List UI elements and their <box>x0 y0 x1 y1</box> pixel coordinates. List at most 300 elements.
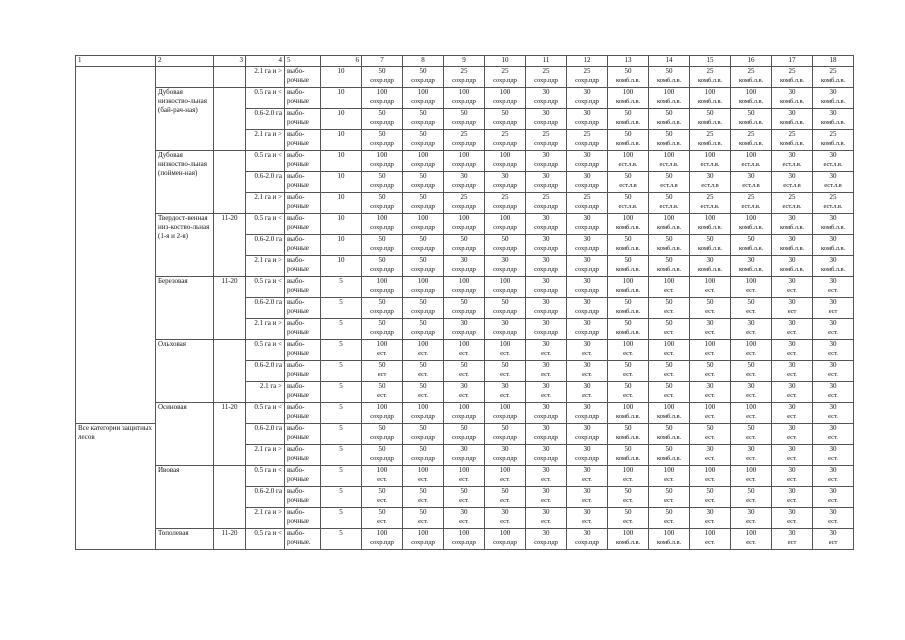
renewal-method: сохр.пдр <box>370 77 394 84</box>
value-cell <box>772 466 813 487</box>
percentage-value: 50 <box>378 445 386 453</box>
value-cell <box>813 529 854 550</box>
renewal-method: сохр.пдр <box>534 413 558 420</box>
value-cell <box>567 277 608 298</box>
value-cell <box>567 67 608 88</box>
renewal-method: сохр.пдр <box>411 161 435 168</box>
clearing-area-cell: 2.1 га и > <box>246 130 285 151</box>
value-cell <box>772 193 813 214</box>
renewal-method: комб.л.в. <box>615 140 641 147</box>
value-cell <box>403 340 444 361</box>
percentage-value: 100 <box>704 340 716 348</box>
cutting-type-cell: выбо-рочные <box>285 130 321 151</box>
clearing-area-cell: 2.1 га и > <box>246 319 285 340</box>
value-cell <box>608 109 649 130</box>
cutting-type-cell: выбо-рочные <box>285 235 321 256</box>
value-cell <box>403 508 444 529</box>
percentage-value: 50 <box>624 193 632 201</box>
percentage-value: 30 <box>501 508 509 516</box>
renewal-method: комб.л.в. <box>820 77 846 84</box>
percentage-value: 30 <box>583 151 591 159</box>
renewal-method: ест. <box>828 476 838 483</box>
percentage-value: 100 <box>376 529 388 537</box>
value-cell <box>362 445 403 466</box>
renewal-method: сохр.пдр <box>411 413 435 420</box>
column-number-17: 17 <box>772 56 813 67</box>
intensity-cell: 10 <box>321 193 362 214</box>
renewal-method: комб.л.в. <box>697 140 723 147</box>
value-cell <box>649 172 690 193</box>
renewal-method: сохр.пдр <box>534 182 558 189</box>
value-cell <box>608 445 649 466</box>
renewal-method: сохр.пдр <box>411 224 435 231</box>
renewal-method: комб.л.в. <box>656 266 682 273</box>
value-cell <box>362 424 403 445</box>
value-cell <box>485 340 526 361</box>
renewal-method: комб.л.в. <box>820 245 846 252</box>
value-cell <box>362 214 403 235</box>
percentage-value: 100 <box>417 529 429 537</box>
renewal-method: сохр.пдр <box>534 245 558 252</box>
percentage-value: 25 <box>583 193 591 201</box>
renewal-method: комб.л.в. <box>779 266 805 273</box>
renewal-method: сохр.пдр <box>411 287 435 294</box>
renewal-method: сохр.пдр <box>493 224 517 231</box>
value-cell <box>731 361 772 382</box>
percentage-value: 100 <box>745 340 757 348</box>
renewal-method: ест. <box>623 371 633 378</box>
renewal-method: комб.л.в. <box>615 413 641 420</box>
renewal-method: сохр.пдр <box>370 98 394 105</box>
renewal-method: сохр.пдр <box>493 161 517 168</box>
value-cell <box>444 319 485 340</box>
cutting-type-cell: выбо-рочные <box>285 151 321 172</box>
renewal-method: комб.л.в. <box>615 287 641 294</box>
value-cell <box>772 424 813 445</box>
renewal-method: ест <box>828 539 838 546</box>
column-number-18: 18 <box>813 56 854 67</box>
percentage-value: 50 <box>624 67 632 75</box>
value-cell <box>731 214 772 235</box>
renewal-method: сохр.пдр <box>534 98 558 105</box>
percentage-value: 30 <box>829 361 837 369</box>
value-cell <box>690 340 731 361</box>
renewal-method: сохр.пдр <box>452 308 476 315</box>
percentage-value: 30 <box>583 361 591 369</box>
renewal-method: сохр.пдр <box>452 434 476 441</box>
clearing-area-cell: 0.5 га и < <box>246 151 285 172</box>
value-cell <box>731 88 772 109</box>
value-cell <box>444 193 485 214</box>
clearing-area-cell: 2.1 га и > <box>246 508 285 529</box>
percentage-value: 30 <box>706 382 714 390</box>
renewal-method: ест. <box>828 329 838 336</box>
percentage-value: 25 <box>542 193 550 201</box>
renewal-method: ест. <box>787 497 797 504</box>
value-cell <box>403 130 444 151</box>
renewal-method: ест. <box>664 476 674 483</box>
percentage-value: 30 <box>542 256 550 264</box>
renewal-method: ест.л.в. <box>659 203 679 210</box>
percentage-value: 50 <box>501 424 509 432</box>
percentage-value: 30 <box>542 235 550 243</box>
percentage-value: 30 <box>829 256 837 264</box>
renewal-method: ест. <box>623 497 633 504</box>
value-cell <box>403 361 444 382</box>
percentage-value: 30 <box>542 445 550 453</box>
renewal-method: сохр.пдр <box>452 119 476 126</box>
value-cell <box>403 214 444 235</box>
percentage-value: 50 <box>665 235 673 243</box>
percentage-value: 100 <box>663 214 675 222</box>
percentage-value: 50 <box>501 361 509 369</box>
percentage-value: 100 <box>499 214 511 222</box>
renewal-method: ест. <box>705 371 715 378</box>
column-number-12: 12 <box>567 56 608 67</box>
value-cell <box>444 214 485 235</box>
renewal-method: ест. <box>500 518 510 525</box>
renewal-method: ест. <box>705 518 715 525</box>
renewal-method: ест. <box>787 329 797 336</box>
intensity-cell: 5 <box>321 445 362 466</box>
percentage-value: 50 <box>378 235 386 243</box>
value-cell <box>444 466 485 487</box>
cutting-type-cell: выбо-рочные <box>285 109 321 130</box>
intensity-cell: 5 <box>321 319 362 340</box>
renewal-method: ест.л.в <box>619 182 637 189</box>
value-cell <box>362 487 403 508</box>
percentage-value: 30 <box>706 172 714 180</box>
column-number-2: 2 <box>156 56 214 67</box>
cutting-type-cell: выбо-рочные <box>285 67 321 88</box>
value-cell <box>649 109 690 130</box>
percentage-value: 50 <box>665 67 673 75</box>
age-class-cell <box>214 340 246 403</box>
renewal-method: ест.л.в <box>783 182 801 189</box>
renewal-method: ест. <box>746 350 756 357</box>
percentage-value: 50 <box>706 361 714 369</box>
percentage-value: 30 <box>788 382 796 390</box>
stand-type-cell: Ивовая <box>156 466 214 529</box>
percentage-value: 30 <box>460 508 468 516</box>
renewal-method: сохр.пдр <box>452 329 476 336</box>
percentage-value: 30 <box>829 88 837 96</box>
age-class-cell: 11-20 <box>214 277 246 340</box>
value-cell <box>567 193 608 214</box>
percentage-value: 30 <box>788 277 796 285</box>
value-cell <box>403 403 444 424</box>
renewal-method: комб.л.в. <box>656 98 682 105</box>
age-class-cell: 11-20 <box>214 214 246 277</box>
value-cell <box>690 67 731 88</box>
stand-type-cell: Дубовая низкоство-льная (поймен-ная) <box>156 151 214 214</box>
renewal-method: сохр.пдр <box>370 245 394 252</box>
column-number-15: 15 <box>690 56 731 67</box>
renewal-method: ест. <box>787 350 797 357</box>
value-cell <box>526 319 567 340</box>
renewal-method: ест. <box>746 518 756 525</box>
percentage-value: 30 <box>706 445 714 453</box>
renewal-method: ест. <box>705 329 715 336</box>
value-cell <box>608 88 649 109</box>
percentage-value: 100 <box>745 466 757 474</box>
renewal-method: ест. <box>664 350 674 357</box>
intensity-cell: 10 <box>321 67 362 88</box>
renewal-method: ест. <box>459 392 469 399</box>
clearing-area-cell: 0.6-2.0 га <box>246 172 285 193</box>
value-cell <box>526 340 567 361</box>
value-cell <box>772 235 813 256</box>
renewal-method: ест. <box>377 476 387 483</box>
percentage-value: 100 <box>499 466 511 474</box>
value-cell <box>649 235 690 256</box>
value-cell <box>403 256 444 277</box>
table-row <box>76 529 854 550</box>
stand-type-cell: Твердост-венная низ-коство-льная (1-я и 2-я) <box>156 214 214 277</box>
renewal-method: ест. <box>746 539 756 546</box>
cutting-type-cell: выбо-рочные <box>285 88 321 109</box>
renewal-method: сохр.пдр <box>411 434 435 441</box>
renewal-method: ест.л.в <box>660 182 678 189</box>
renewal-method: ест. <box>500 392 510 399</box>
column-number-6: 6 <box>321 56 362 67</box>
value-cell <box>813 67 854 88</box>
table-row <box>76 88 854 109</box>
value-cell <box>690 529 731 550</box>
percentage-value: 50 <box>419 256 427 264</box>
clearing-area-cell: 0.6-2.0 га <box>246 361 285 382</box>
value-cell <box>813 298 854 319</box>
clearing-area-cell: 0.6-2.0 га <box>246 487 285 508</box>
renewal-method: сохр.пдр <box>411 539 435 546</box>
value-cell <box>813 88 854 109</box>
age-class-cell <box>214 151 246 214</box>
clearing-area-cell: 0.6-2.0 га <box>246 109 285 130</box>
table-row <box>76 277 854 298</box>
percentage-value: 50 <box>419 508 427 516</box>
percentage-value: 50 <box>624 487 632 495</box>
percentage-value: 30 <box>829 214 837 222</box>
renewal-method: ест <box>787 539 797 546</box>
column-number-1: 1 <box>76 56 156 67</box>
renewal-method: ест.л.в. <box>700 161 720 168</box>
renewal-method: ест. <box>705 392 715 399</box>
percentage-value: 50 <box>460 487 468 495</box>
value-cell <box>362 109 403 130</box>
value-cell <box>608 130 649 151</box>
percentage-value: 50 <box>419 319 427 327</box>
renewal-method: сохр.пдр <box>411 182 435 189</box>
value-cell <box>444 130 485 151</box>
percentage-value: 30 <box>829 235 837 243</box>
renewal-method: ест.л.в. <box>782 161 802 168</box>
cutting-type-cell: выбо-рочные <box>285 277 321 298</box>
value-cell <box>362 340 403 361</box>
intensity-cell: 5 <box>321 277 362 298</box>
value-cell <box>813 382 854 403</box>
renewal-method: сохр.пдр <box>370 413 394 420</box>
renewal-method: сохр.пдр <box>411 140 435 147</box>
value-cell <box>567 340 608 361</box>
renewal-method: сохр.пдр <box>493 308 517 315</box>
stand-type-cell: Тополевая <box>156 529 214 550</box>
renewal-method: ест <box>787 308 797 315</box>
value-cell <box>362 319 403 340</box>
renewal-method: комб.л.в. <box>738 77 764 84</box>
value-cell <box>567 109 608 130</box>
table-row <box>76 403 854 424</box>
value-cell <box>731 319 772 340</box>
percentage-value: 50 <box>378 109 386 117</box>
value-cell <box>444 151 485 172</box>
percentage-value: 30 <box>788 298 796 306</box>
value-cell <box>526 277 567 298</box>
value-cell <box>608 340 649 361</box>
intensity-cell: 5 <box>321 466 362 487</box>
percentage-value: 100 <box>499 340 511 348</box>
value-cell <box>444 67 485 88</box>
clearing-area-cell: 2.1 га и > <box>246 256 285 277</box>
clearing-area-cell: 0.6-2.0 га <box>246 424 285 445</box>
renewal-method: ест. <box>582 350 592 357</box>
value-cell <box>649 256 690 277</box>
percentage-value: 30 <box>788 361 796 369</box>
clearing-area-cell: 2.1 га > <box>246 382 285 403</box>
renewal-method: комб.л.в. <box>738 266 764 273</box>
renewal-method: сохр.пдр <box>493 329 517 336</box>
percentage-value: 30 <box>501 445 509 453</box>
percentage-value: 30 <box>829 466 837 474</box>
renewal-method: сохр.пдр <box>411 455 435 462</box>
renewal-method: сохр.пдр <box>493 98 517 105</box>
value-cell <box>690 298 731 319</box>
renewal-method: комб.л.в. <box>697 224 723 231</box>
percentage-value: 100 <box>622 466 634 474</box>
value-cell <box>526 424 567 445</box>
renewal-method: сохр.пдр <box>493 140 517 147</box>
renewal-method: ест. <box>500 371 510 378</box>
value-cell <box>731 508 772 529</box>
value-cell <box>526 151 567 172</box>
renewal-method: комб.л.в. <box>656 539 682 546</box>
percentage-value: 50 <box>460 235 468 243</box>
percentage-value: 30 <box>501 172 509 180</box>
percentage-value: 100 <box>622 214 634 222</box>
value-cell <box>567 508 608 529</box>
renewal-method: сохр.пдр <box>370 455 394 462</box>
value-cell <box>608 508 649 529</box>
renewal-method: сохр.пдр <box>370 308 394 315</box>
value-cell <box>444 403 485 424</box>
renewal-method: сохр.пдр <box>370 224 394 231</box>
percentage-value: 25 <box>501 193 509 201</box>
percentage-value: 25 <box>788 67 796 75</box>
percentage-value: 100 <box>745 214 757 222</box>
renewal-method: сохр.пдр <box>370 203 394 210</box>
value-cell <box>690 361 731 382</box>
percentage-value: 50 <box>378 319 386 327</box>
percentage-value: 100 <box>417 277 429 285</box>
renewal-method: ест. <box>787 392 797 399</box>
value-cell <box>608 424 649 445</box>
table-row <box>76 466 854 487</box>
percentage-value: 100 <box>704 88 716 96</box>
renewal-method: сохр.пдр <box>575 308 599 315</box>
value-cell <box>526 487 567 508</box>
value-cell <box>362 529 403 550</box>
percentage-value: 100 <box>663 151 675 159</box>
value-cell <box>813 151 854 172</box>
renewal-method: ест. <box>746 392 756 399</box>
percentage-value: 25 <box>706 130 714 138</box>
value-cell <box>567 382 608 403</box>
value-cell <box>649 340 690 361</box>
renewal-method: комб.л.в. <box>656 413 682 420</box>
value-cell <box>485 172 526 193</box>
percentage-value: 30 <box>788 109 796 117</box>
percentage-value: 50 <box>706 424 714 432</box>
percentage-value: 50 <box>665 109 673 117</box>
value-cell <box>813 319 854 340</box>
percentage-value: 50 <box>460 298 468 306</box>
percentage-value: 30 <box>829 529 837 537</box>
percentage-value: 30 <box>788 340 796 348</box>
percentage-value: 30 <box>583 298 591 306</box>
renewal-method: комб.л.в. <box>697 266 723 273</box>
value-cell <box>649 403 690 424</box>
percentage-value: 30 <box>829 382 837 390</box>
renewal-method: комб.л.в. <box>656 224 682 231</box>
percentage-value: 30 <box>583 235 591 243</box>
age-class-cell: 11-20 <box>214 529 246 550</box>
value-cell <box>649 193 690 214</box>
renewal-method: ест. <box>705 539 715 546</box>
renewal-method: ест. <box>746 371 756 378</box>
renewal-method: ест.л.в <box>742 182 760 189</box>
value-cell <box>608 487 649 508</box>
value-cell <box>772 214 813 235</box>
renewal-method: сохр.пдр <box>534 77 558 84</box>
percentage-value: 25 <box>706 67 714 75</box>
percentage-value: 30 <box>460 172 468 180</box>
value-cell <box>690 151 731 172</box>
renewal-method: сохр.пдр <box>575 161 599 168</box>
value-cell <box>526 361 567 382</box>
renewal-method: ест. <box>787 371 797 378</box>
renewal-method: комб.л.в. <box>820 140 846 147</box>
column-number-5: 5 <box>285 56 321 67</box>
renewal-method: ест. <box>541 371 551 378</box>
renewal-method: комб.л.в. <box>779 77 805 84</box>
percentage-value: 30 <box>542 88 550 96</box>
value-cell <box>772 445 813 466</box>
value-cell <box>444 277 485 298</box>
value-cell <box>649 130 690 151</box>
value-cell <box>608 256 649 277</box>
renewal-method: сохр.пдр <box>452 224 476 231</box>
percentage-value: 50 <box>665 319 673 327</box>
percentage-value: 25 <box>501 67 509 75</box>
cutting-type-cell: выбо-рочные <box>285 340 321 361</box>
percentage-value: 30 <box>747 382 755 390</box>
column-number-13: 13 <box>608 56 649 67</box>
intensity-cell: 10 <box>321 235 362 256</box>
percentage-value: 50 <box>378 130 386 138</box>
cutting-type-cell: выбо-рочные <box>285 319 321 340</box>
percentage-value: 25 <box>583 130 591 138</box>
percentage-value: 25 <box>460 67 468 75</box>
renewal-method: сохр.пдр <box>452 413 476 420</box>
